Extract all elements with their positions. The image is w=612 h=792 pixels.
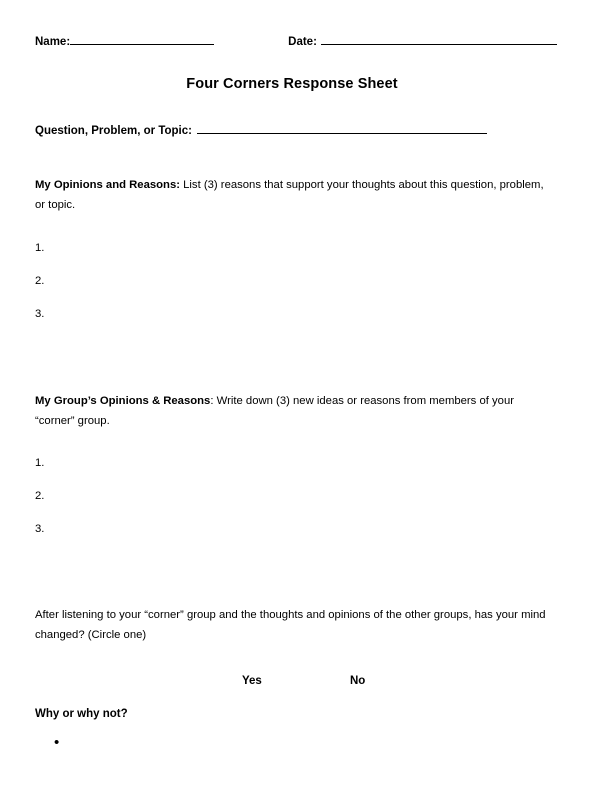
reflection-prompt: After listening to your “corner” group and the thoughts and opinions of the other groups, has your mind changed? (Circle one) — [35, 609, 546, 641]
list-item[interactable]: 2. — [35, 490, 45, 502]
circle-one-options — [35, 675, 567, 691]
why-answer-list — [35, 736, 567, 754]
group-instruction-text: : Write down (3) new ideas or reasons from members of your “corner” group. — [35, 395, 515, 427]
list-item[interactable]: 3. — [35, 308, 45, 320]
why-heading: Why or why not? — [35, 708, 128, 720]
topic-write-line[interactable] — [197, 122, 487, 134]
opinions-answer-list — [35, 241, 567, 340]
option-no[interactable]: No — [350, 675, 366, 687]
topic-field[interactable] — [35, 122, 567, 137]
opinions-instructions — [35, 175, 553, 215]
date-field[interactable] — [288, 33, 557, 48]
name-field[interactable] — [35, 33, 214, 48]
list-item[interactable]: 1. — [35, 242, 45, 254]
date-write-line[interactable] — [321, 33, 557, 45]
page-title: Four Corners Response Sheet — [186, 76, 398, 92]
list-item[interactable] — [35, 736, 567, 754]
date-label: Date: — [288, 36, 317, 48]
list-item[interactable]: 1. — [35, 457, 45, 469]
option-yes[interactable]: Yes — [242, 675, 262, 687]
group-heading: My Group’s Opinions & Reasons — [35, 395, 211, 407]
topic-label: Question, Problem, or Topic: — [35, 125, 192, 137]
worksheet-content — [35, 33, 567, 754]
opinions-heading: My Opinions and Reasons: — [35, 179, 180, 191]
name-date-row — [35, 33, 567, 51]
group-answer-list — [35, 456, 567, 555]
list-item[interactable]: 3. — [35, 523, 45, 535]
opinions-instruction-text: List (3) reasons that support your thoughts about this question, problem, or topic. — [35, 179, 544, 211]
group-instructions — [35, 391, 553, 431]
name-write-line[interactable] — [70, 33, 214, 45]
name-label: Name: — [35, 36, 71, 48]
list-item[interactable]: 2. — [35, 275, 45, 287]
